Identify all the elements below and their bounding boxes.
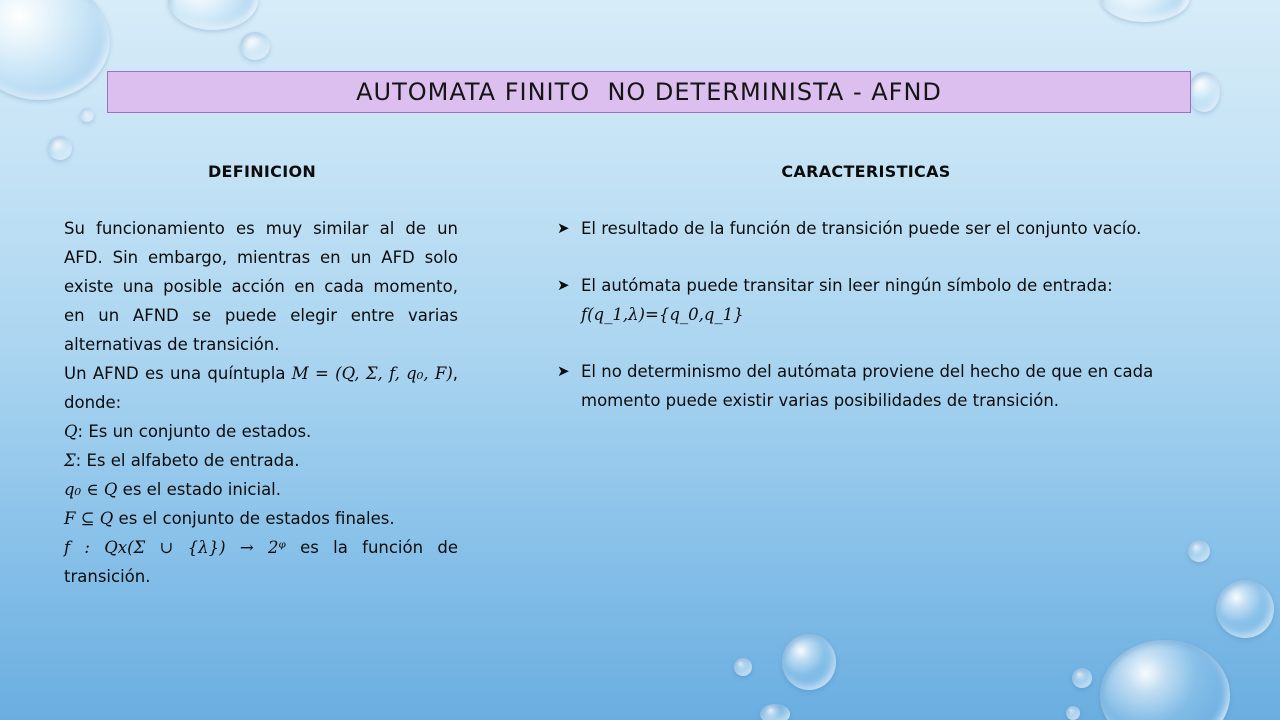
transition-text: es la función de transición.	[64, 538, 458, 586]
water-drop-decoration	[734, 658, 752, 676]
definition-item	[64, 475, 458, 504]
water-drop-decoration	[1072, 668, 1092, 688]
quintuple-prefix: Un AFND es una quíntupla	[64, 364, 286, 383]
characteristic-item	[555, 214, 1170, 243]
definition-item-symbol: F ⊆ Q	[64, 509, 114, 528]
slide-title-box	[107, 71, 1191, 113]
definition-item	[64, 446, 458, 475]
definition-item-symbol: Σ	[64, 451, 76, 470]
quintuple-suffix: , donde:	[64, 364, 459, 412]
water-drop-decoration	[48, 136, 72, 160]
water-drop-decoration	[760, 704, 790, 720]
water-drop-decoration	[168, 0, 258, 30]
water-drop-decoration	[782, 634, 836, 690]
characteristic-text: El autómata puede transitar sin leer ningún símbolo de entrada:	[581, 276, 1113, 295]
definition-item-text: es el estado inicial.	[117, 480, 282, 499]
definicion-heading: DEFINICION	[207, 162, 317, 181]
definition-text-block	[64, 214, 458, 591]
definition-intro: Su funcionamiento es muy similar al de un AFD. Sin embargo, mientras en un AFD solo existe una posible acción en cada momento, en un AFND se puede elegir entre varias alternativas de transición.	[64, 219, 458, 354]
arrowhead-bullet-icon: ➤	[557, 276, 570, 294]
characteristic-item	[555, 357, 1170, 415]
arrowhead-bullet-icon: ➤	[557, 362, 570, 380]
definition-item-symbol: Q	[64, 422, 78, 441]
slide-title: AUTOMATA FINITO NO DETERMINISTA - AFND	[356, 78, 942, 106]
arrowhead-bullet-icon: ➤	[557, 219, 570, 237]
definition-item	[64, 504, 458, 533]
caracteristicas-heading: CARACTERISTICAS	[781, 162, 951, 181]
characteristic-formula: f(q_1,λ)={q_0,q_1}	[581, 305, 744, 324]
characteristic-text: El no determinismo del autómata proviene del hecho de que en cada momento puede existir varias posibilidades de transición.	[581, 362, 1154, 410]
definition-item	[64, 417, 458, 446]
quintuple-line	[64, 359, 458, 417]
definition-item-text: es el conjunto de estados finales.	[113, 509, 395, 528]
water-drop-decoration	[1188, 72, 1220, 112]
definition-item-symbol: q₀ ∈ Q	[64, 480, 118, 499]
definition-item-text: : Es el alfabeto de entrada.	[75, 451, 300, 470]
water-drop-decoration	[240, 32, 270, 60]
definition-item-text: : Es un conjunto de estados.	[77, 422, 312, 441]
water-drop-decoration	[80, 108, 94, 122]
transition-formula: f : Qx(Σ ∪ {λ}) → 2ᵠ	[64, 538, 286, 557]
water-drop-decoration	[1188, 540, 1210, 562]
quintuple-formula: M = (Q, Σ, f, q₀, F)	[291, 364, 453, 383]
transition-function-line	[64, 533, 458, 591]
characteristic-item	[555, 271, 1170, 329]
characteristics-list	[555, 214, 1170, 443]
water-drop-decoration	[1100, 0, 1190, 22]
water-drop-decoration	[1066, 706, 1080, 720]
characteristic-text: El resultado de la función de transición puede ser el conjunto vacío.	[581, 219, 1142, 238]
water-drop-decoration	[1100, 640, 1230, 720]
water-drop-decoration	[0, 0, 110, 100]
water-drop-decoration	[1216, 580, 1274, 638]
